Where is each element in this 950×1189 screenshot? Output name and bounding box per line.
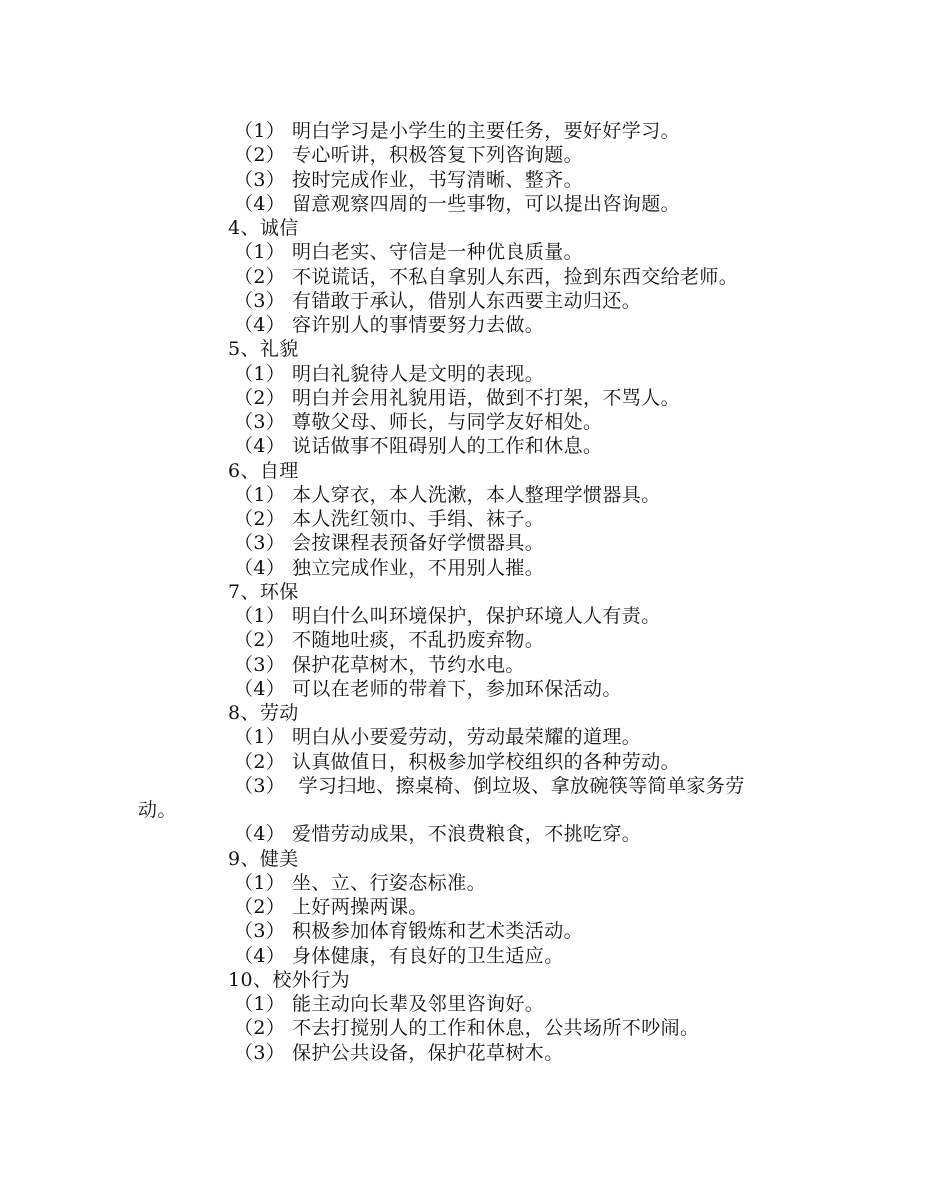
list-item-text: 明白从小要爱劳动，劳动最荣耀的道理。: [292, 726, 642, 749]
list-item: [138, 143, 818, 167]
list-item-number: （4）: [234, 435, 286, 458]
list-item-number: （4）: [234, 677, 286, 700]
list-item-number: （4）: [234, 314, 286, 336]
list-item-number: （4）: [234, 192, 286, 215]
list-item-number: （2）: [234, 629, 286, 652]
list-item: [138, 362, 818, 386]
list-item: [138, 1041, 818, 1065]
list-item: [138, 677, 818, 701]
list-item: [138, 774, 818, 798]
list-item-text: 独立完成作业，不用别人摧。: [292, 556, 545, 579]
list-item: [138, 653, 818, 677]
list-item: [138, 313, 818, 337]
list-item-number: （2）: [234, 144, 286, 167]
list-item-text: 坐、立、行姿态标准。: [292, 871, 487, 894]
list-item-text: 说话做事不阻碍别人的工作和休息。: [292, 435, 603, 458]
list-item: [138, 531, 818, 555]
list-item-number: （1）: [234, 120, 286, 142]
list-item: [138, 119, 818, 143]
section-heading: 4、诚信: [228, 217, 299, 239]
list-item: [138, 483, 818, 507]
list-item-text: 明白并会用礼貌用语，做到不打架，不骂人。: [292, 386, 681, 409]
list-item-continuation: 动。: [138, 799, 177, 821]
list-item-text: 本人穿衣，本人洗漱，本人整理学惯器具。: [292, 483, 661, 506]
list-item-number: （1）: [234, 871, 286, 894]
list-item: [138, 919, 818, 943]
list-item-number: （2）: [234, 750, 286, 773]
list-item-number: （3）: [234, 168, 286, 191]
list-item-number: （1）: [234, 483, 286, 506]
list-item-text: 会按课程表预备好学惯器具。: [292, 532, 545, 555]
list-item: [138, 410, 818, 434]
list-item-text: 身体健康，有良好的卫生适应。: [292, 944, 564, 967]
section-heading: 7、环保: [228, 580, 299, 603]
list-item-text: 不说谎话，不私自拿别人东西，捡到东西交给老师。: [292, 265, 739, 288]
list-item-text: 保护公共设备，保护花草树木。: [292, 1041, 564, 1064]
list-item-number: （4）: [234, 823, 286, 846]
list-item-text: 可以在老师的带着下，参加环保活动。: [292, 677, 622, 700]
section-heading: 5、礼貌: [228, 338, 299, 361]
list-item-number: （1）: [234, 605, 286, 627]
list-item-number: （3）: [234, 289, 286, 312]
document-body: [138, 119, 818, 1065]
list-item-text: 明白老实、守信是一种优良质量。: [292, 241, 584, 264]
list-item: [138, 289, 818, 313]
list-item-number: （1）: [234, 726, 286, 749]
list-item-number: （3）: [234, 532, 286, 555]
list-item: [138, 604, 818, 628]
list-item-text: 能主动向长辈及邻里咨询好。: [292, 993, 545, 1015]
list-item-number: （3）: [234, 774, 286, 797]
list-item-number: （4）: [234, 556, 286, 579]
list-item-number: （2）: [234, 265, 286, 288]
list-item-text: 爱惜劳动成果，不浪费粮食，不挑吃穿。: [292, 823, 642, 846]
list-item-text: 明白学习是小学生的主要任务，要好好学习。: [292, 120, 681, 142]
list-item-number: （2）: [234, 1017, 286, 1040]
list-item: [138, 265, 818, 289]
section-heading: 9、健美: [228, 847, 299, 870]
list-item: [138, 750, 818, 774]
list-item-text: 有错敢于承认，借别人东西要主动归还。: [292, 289, 642, 312]
section-heading: 8、劳动: [228, 702, 299, 724]
list-item: [138, 386, 818, 410]
list-item: [138, 871, 818, 895]
list-item-number: （2）: [234, 508, 286, 530]
list-item-text: 保护花草树木，节约水电。: [292, 653, 525, 676]
list-item-number: （3）: [234, 653, 286, 676]
list-item: [138, 992, 818, 1016]
list-item: [138, 507, 818, 531]
list-item-text: 积极参加体育锻炼和艺术类活动。: [292, 920, 584, 943]
list-item-text: 本人洗红领巾、手绢、袜子。: [292, 508, 545, 530]
list-item-text: 专心听讲，积极答复下列咨询题。: [292, 144, 584, 167]
list-item-text: 按时完成作业，书写清晰、整齐。: [292, 168, 584, 191]
list-item-text: 尊敬父母、师长，与同学友好相处。: [292, 411, 603, 433]
list-item-number: （1）: [234, 993, 286, 1015]
list-item: [138, 1016, 818, 1040]
list-item: [138, 944, 818, 968]
list-item-number: （3）: [234, 411, 286, 433]
list-item: [138, 240, 818, 264]
list-item-number: （1）: [234, 241, 286, 264]
list-item-text: 学习扫地、擦桌椅、倒垃圾、拿放碗筷等简单家务劳: [292, 774, 745, 797]
list-item-number: （3）: [234, 1041, 286, 1064]
list-item-number: （3）: [234, 920, 286, 943]
list-item-text: 明白礼貌待人是文明的表现。: [292, 362, 545, 385]
list-item-text: 上好两操两课。: [292, 896, 428, 918]
list-item-number: （2）: [234, 386, 286, 409]
list-item: [138, 556, 818, 580]
list-item: [138, 168, 818, 192]
list-item: [138, 822, 818, 846]
list-item-text: 不去打搅别人的工作和休息，公共场所不吵闹。: [292, 1017, 700, 1040]
section-heading: 6、自理: [228, 459, 299, 482]
list-item: [138, 628, 818, 652]
list-item-text: 留意观察四周的一些事物，可以提出咨询题。: [292, 192, 681, 215]
list-item-number: （1）: [234, 362, 286, 385]
list-item: [138, 725, 818, 749]
list-item-number: （2）: [234, 896, 286, 918]
list-item-text: 容许别人的事情要努力去做。: [292, 314, 545, 336]
section-heading: 10、校外行为: [228, 968, 350, 991]
list-item-text: 明白什么叫环境保护，保护环境人人有责。: [292, 605, 661, 627]
list-item-number: （4）: [234, 944, 286, 967]
list-item: [138, 895, 818, 919]
list-item: [138, 434, 818, 458]
list-item: [138, 192, 818, 216]
list-item-text: 认真做值日，积极参加学校组织的各种劳动。: [292, 750, 681, 773]
list-item-text: 不随地吐痰，不乱扔废弃物。: [292, 629, 545, 652]
